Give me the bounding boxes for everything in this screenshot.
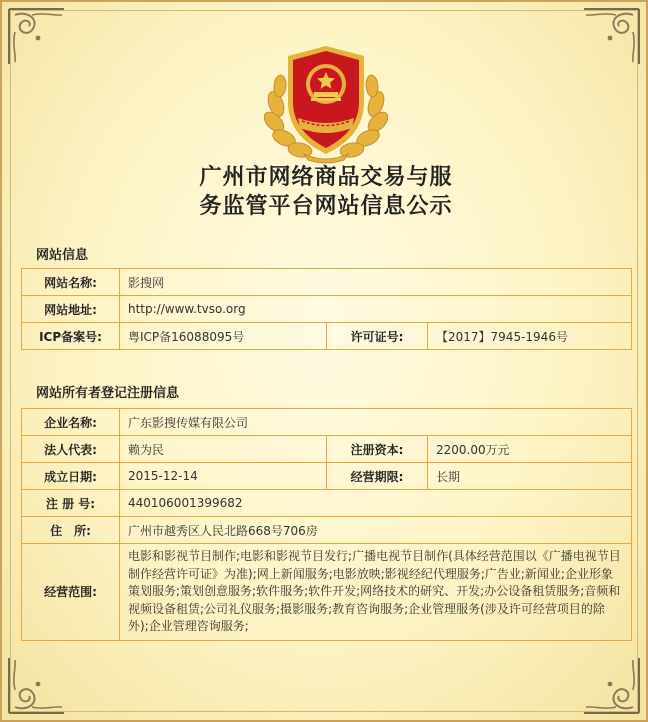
address-label: 住 所: <box>22 517 120 544</box>
scope-label: 经营范围: <box>22 544 120 641</box>
icp-label: ICP备案号: <box>22 323 120 350</box>
website-info-table <box>21 268 632 350</box>
site-name-value: 影搜网 <box>120 269 632 296</box>
term-label: 经营期限: <box>327 463 428 490</box>
owner-info-table <box>21 408 632 641</box>
icp-value: 粤ICP备16088095号 <box>120 323 327 350</box>
legal-rep-label: 法人代表: <box>22 436 120 463</box>
corner-ornament-icon <box>6 654 68 716</box>
company-label: 企业名称: <box>22 409 120 436</box>
owner-info-heading: 网站所有者登记注册信息 <box>36 386 180 401</box>
corner-ornament-icon <box>6 6 68 68</box>
table-row <box>22 409 632 436</box>
reg-no-label: 注 册 号: <box>22 490 120 517</box>
term-value: 长期 <box>428 463 632 490</box>
license-value: 【2017】7945-1946号 <box>428 323 632 350</box>
table-row <box>22 296 632 323</box>
capital-label: 注册资本: <box>327 436 428 463</box>
site-url-value: http://www.tvso.org <box>120 296 632 323</box>
table-row <box>22 463 632 490</box>
founded-label: 成立日期: <box>22 463 120 490</box>
page-title-line2: 务监管平台网站信息公示 <box>199 193 453 219</box>
address-value: 广州市越秀区人民北路668号706房 <box>120 517 632 544</box>
site-url-label: 网站地址: <box>22 296 120 323</box>
company-value: 广东影搜传媒有限公司 <box>120 409 632 436</box>
reg-no-value: 440106001399682 <box>120 490 632 517</box>
page-title-line1: 广州市网络商品交易与服 <box>199 164 453 190</box>
table-row <box>22 269 632 296</box>
site-name-label: 网站名称: <box>22 269 120 296</box>
website-info-heading: 网站信息 <box>36 248 89 263</box>
table-row <box>22 544 632 641</box>
table-row <box>22 436 632 463</box>
legal-rep-value: 赖为民 <box>120 436 327 463</box>
scope-value: 电影和影视节目制作;电影和影视节目发行;广播电视节目制作(具体经营范围以《广播电视节目制作经营许可证》为准);网上新闻服务;电影放映;影视经纪代理服务;广告业;新闻业;企业形象策划服务;策划创意服务;软件服务;软件开发;网络技术的研究、开发;办公设备租赁服务;音频和视频设备租赁;公司礼仪服务;摄影服务;教育咨询服务;企业管理服务(涉及许可经营项目的除外);企业管理咨询服务; <box>120 544 632 641</box>
founded-value: 2015-12-14 <box>120 463 327 490</box>
table-row <box>22 490 632 517</box>
capital-value: 2200.00万元 <box>428 436 632 463</box>
corner-ornament-icon <box>580 654 642 716</box>
national-emblem-shield-icon <box>264 42 388 164</box>
license-label: 许可证号: <box>327 323 428 350</box>
table-row <box>22 323 632 350</box>
table-row <box>22 517 632 544</box>
corner-ornament-icon <box>580 6 642 68</box>
